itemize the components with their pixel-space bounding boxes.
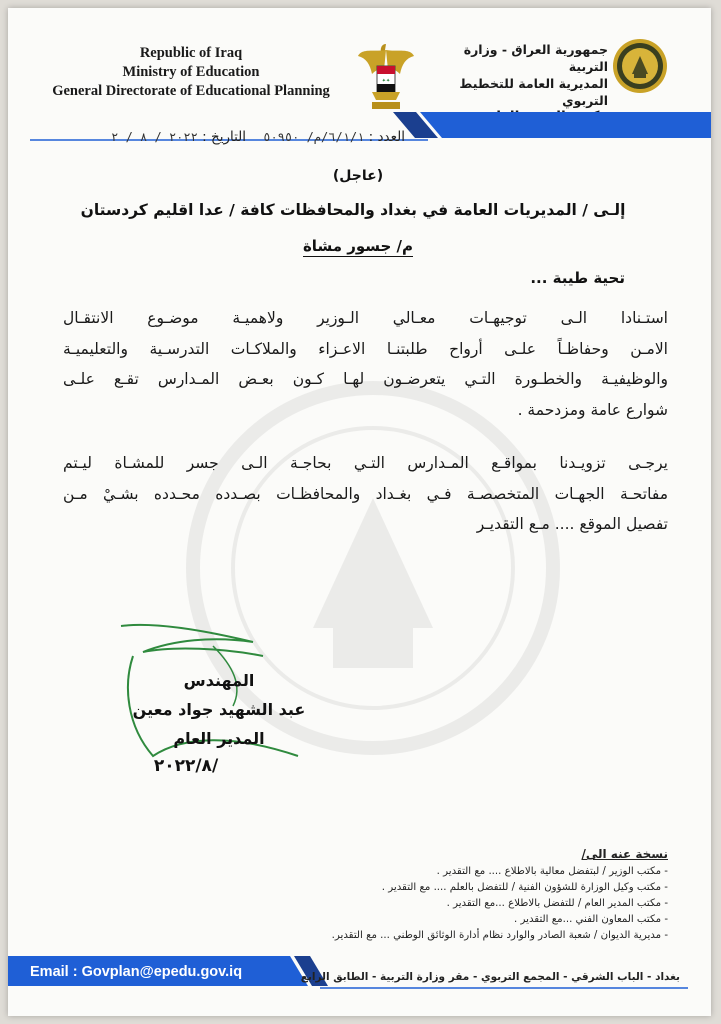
copy-item: - مكتب وكيل الوزارة للشؤون الفنية / للتفضل بالعلم .... مع التقدير . [381,882,668,893]
number-label: العدد : [368,129,405,145]
arabic-letterhead-line: المديرية العامة للتخطيط التربوي [459,76,608,108]
body-paragraph-1 [63,303,668,425]
contact-email: Email : Govplan@epedu.gov.iq [30,964,243,980]
paragraph-line: شوارع عامة ومزدحمة . [517,400,668,419]
english-letterhead-line: Ministry of Education [122,64,260,80]
body-paragraph-2 [63,448,668,540]
svg-text:✦✦: ✦✦ [381,78,391,84]
paragraph-line: الامـن وحفاظـاً علـى أرواح طلبتنـا الاعـزاء والملاكـات التدرسـية والتعليميـة [63,339,668,358]
reference-date: ٢٠٢٢ / ٨ / ٢ [111,130,198,144]
reference-line [30,129,405,153]
letter-page [8,8,711,1016]
english-letterhead-line: Republic of Iraq [139,45,243,61]
addressee-line: إلـى / المديريات العامة في بغداد والمحافظات كافة / عدا اقليم كردستان [80,201,626,219]
ministry-seal-logo-icon [612,38,668,94]
subject-line [228,237,488,255]
paragraph-line: يرجـى تزويـدنا بمواقـع المـدارس التـي بحاجـة الـى جسر للمشـاة ليـتم [63,454,668,472]
paragraph-line: مفاتحـة الجهـات المتخصصـة فـي بغـداد والمحافظـات بصـدده محـدده بشـيْ مـن [63,484,668,503]
copies-list [228,846,668,944]
reference-number: ٦/١/١/م/ ٥٠٩٥٠ [263,130,365,144]
urgent-marker: (عاجل) [332,168,384,184]
copies-heading: نسخة عنه الى/ [581,847,668,861]
arabic-letterhead-line: جمهورية العراق - وزارة التربية [463,42,608,74]
copy-item: - مكتب المعاون الفني ...مع التقدير . [514,914,668,925]
signatory-name: عبد الشهيد جواد معين [132,700,306,719]
paragraph-line: والوظيفيـة والخطـورة التـي يتعرضـون لهـا كـون بعـض المـدارس تقـع علـى [63,370,668,388]
copy-item: - مكتب المدير العام / للتفضل بالاطلاع ...مع التقدير . [446,898,668,909]
office-address: بغداد - الباب الشرقي - المجمع التربوي - مقر وزارة التربية - الطابق الرابع [300,971,680,983]
date-label: التاريخ : [202,129,247,145]
english-letterhead-line: General Directorate of Educational Planning [52,83,330,99]
signature-block [104,666,334,753]
copy-item: - مكتب الوزير / لبتفضل معالية بالاطلاع .... مع التقدير . [436,866,668,877]
english-letterhead [26,44,356,101]
signature-date: ٢٠٢٢/٨/ [153,756,219,776]
signatory-title: المهندس [183,671,255,690]
paragraph-line: تفصيل الموقع .... مـع التقديـر [476,515,668,533]
paragraph-line: استـنادا الـى توجيهـات معـالي الـوزير ولاهميـة موضـوع الانتقـال [63,309,668,327]
copy-item: - مديرية الديوان / شعبة الصادر والوارد نظام أدارة الوثائق الوطني ... مع التقدير. [331,930,668,941]
subject-text: م/ جسور مشاة [302,237,414,255]
iraq-eagle-emblem-icon [356,40,416,114]
signatory-position: المدير العام [173,729,265,748]
greeting: تحية طيبة ... [530,269,625,287]
